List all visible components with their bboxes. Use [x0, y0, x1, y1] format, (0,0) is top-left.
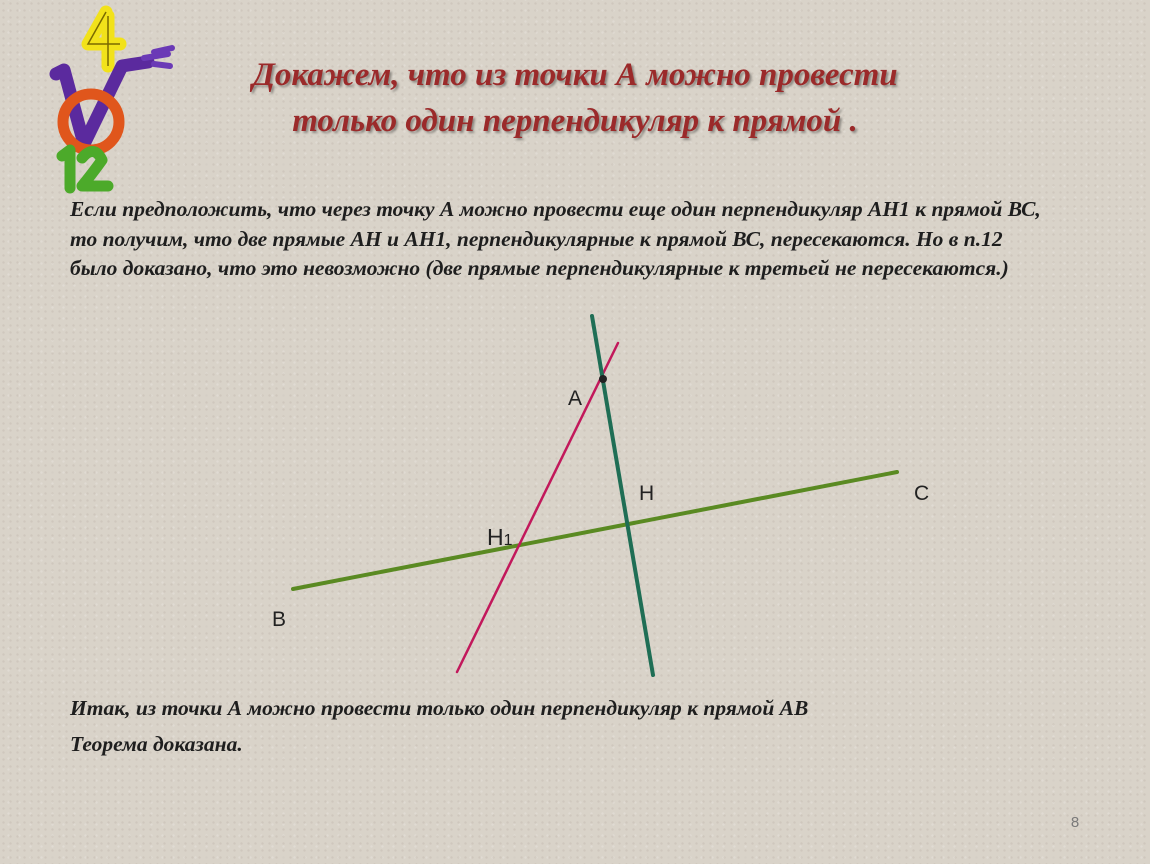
title-line-2: только один перпендикуляр к прямой .: [292, 103, 858, 139]
label-c: C: [914, 482, 930, 505]
label-h: H: [639, 482, 655, 505]
line-bc: [293, 472, 897, 589]
point-a: [599, 375, 607, 383]
conclusion-text: [70, 690, 1050, 762]
proof-paragraph: Если предположить, что через точку А можно провести еще один перпендикуляр АН1 к прямой ВС, то получим, что две прямые АН и АН1, перпендикулярные к прямой ВС, пересекаются. Но в п.12 было доказано, что это невозможно (две прямые перпендикулярные к третьей не пересекаются.): [70, 197, 1041, 280]
title-line-1: Докажем, что из точки А можно провести: [252, 57, 898, 93]
label-h1-sub: 1: [503, 532, 513, 549]
label-h1-main: H: [487, 524, 504, 550]
line-ah1: [457, 343, 618, 672]
label-b: B: [272, 608, 287, 631]
conclusion-line-1: Итак, из точки А можно провести только один перпендикуляр к прямой АВ: [70, 696, 809, 720]
page-number: 8: [1070, 814, 1080, 831]
label-a: A: [568, 387, 583, 410]
conclusion-line-2: Теорема доказана.: [70, 732, 243, 756]
label-h1: [487, 524, 513, 550]
